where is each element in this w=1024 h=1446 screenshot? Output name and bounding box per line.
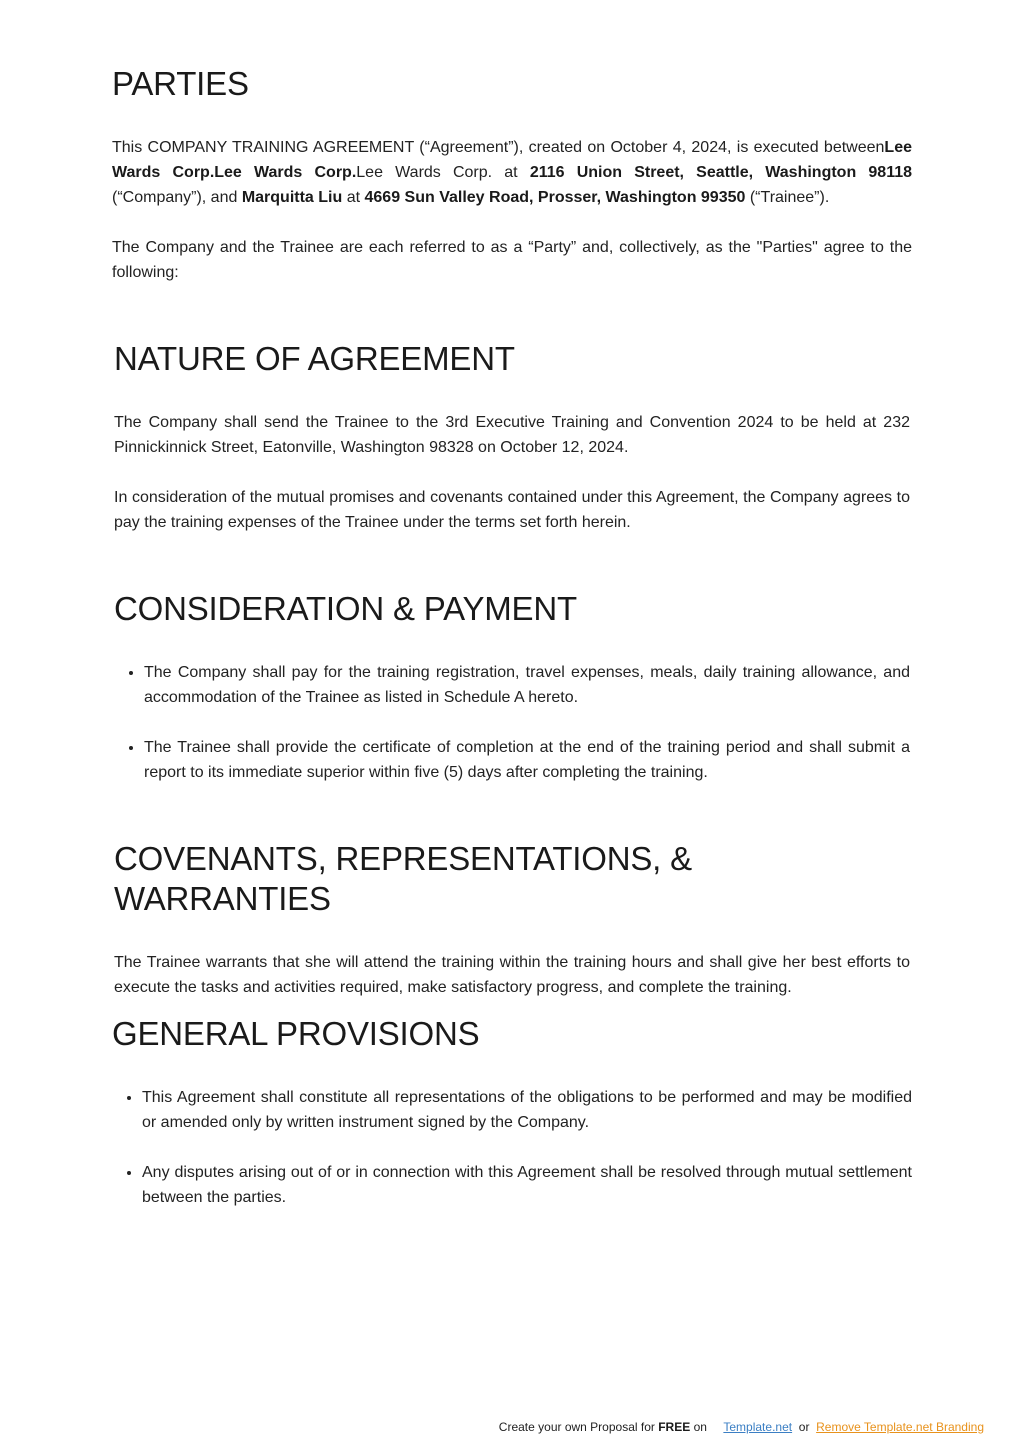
section-nature-of-agreement <box>114 339 910 535</box>
footer-branding <box>0 1418 984 1436</box>
list-item: • The Company shall pay for the training registration, travel expenses, meals, daily training allowance, and accommodation of the Trainee as listed in Schedule A hereto. <box>144 660 910 710</box>
section-parties <box>112 64 912 285</box>
nature-paragraph-2: In consideration of the mutual promises and covenants contained under this Agreement, the Company agrees to pay the training expenses of the Trainee under the terms set forth herein. <box>114 489 910 531</box>
nature-heading: NATURE OF AGREEMENT <box>114 340 515 377</box>
template-net-link[interactable]: Template.net <box>723 1420 793 1434</box>
company-address-bold: 2116 Union Street, Seattle, Washington 98118 <box>529 164 913 181</box>
text-run: at <box>342 189 365 206</box>
parties-paragraph-1 <box>112 135 912 210</box>
text-run: (“Company”), and <box>112 189 242 206</box>
covenants-heading: COVENANTS, REPRESENTATIONS, & WARRANTIES <box>114 840 692 917</box>
list-item: • The Trainee shall provide the certificate of completion at the end of the training period and shall submit a report to its immediate superior within five (5) days after completing the training. <box>144 735 910 785</box>
section-general-provisions <box>112 1014 912 1210</box>
nature-paragraph-1: The Company shall send the Trainee to the 3rd Executive Training and Convention 2024 to be held at 232 Pinnickinnick Street, Eatonville, Washington 98328 on October 12, 2024. <box>114 414 910 456</box>
general-heading: GENERAL PROVISIONS <box>112 1015 480 1052</box>
list-item: • Any disputes arising out of or in connection with this Agreement shall be resolved through mutual settlement between the parties. <box>142 1160 912 1210</box>
section-covenants <box>114 839 910 1000</box>
trainee-name-bold: Marquitta Liu <box>241 189 343 206</box>
footer-text-on: on <box>690 1420 707 1434</box>
general-list <box>112 1085 912 1210</box>
section-consideration-payment <box>114 589 910 785</box>
consideration-heading: CONSIDERATION & PAYMENT <box>114 590 577 627</box>
trainee-address-bold: 4669 Sun Valley Road, Prosser, Washington 99350 <box>364 189 746 206</box>
text-run: This COMPANY TRAINING AGREEMENT (“Agreement”), created on October 4, 2024, is executed between <box>112 139 885 156</box>
remove-branding-link[interactable]: Remove Template.net Branding <box>816 1420 984 1434</box>
footer-text: Create your own Proposal for <box>498 1420 659 1434</box>
parties-heading: PARTIES <box>112 65 249 102</box>
covenants-paragraph-1: The Trainee warrants that she will attend the training within the training hours and shall give her best efforts to execute the tasks and activities required, make satisfactory progress, and complete the training. <box>114 954 910 996</box>
parties-paragraph-2: The Company and the Trainee are each referred to as a “Party” and, collectively, as the "Parties" agree to the following: <box>112 239 912 281</box>
footer-or: or <box>798 1420 810 1434</box>
company-name-bold: Lee Wards Corp.Lee Wards Corp. <box>112 139 912 181</box>
consideration-list <box>114 660 910 785</box>
list-item: • This Agreement shall constitute all representations of the obligations to be performed and may be modified or amended only by written instrument signed by the Company. <box>142 1085 912 1135</box>
text-run: (“Trainee”). <box>745 189 830 206</box>
text-run: Lee Wards Corp. at <box>356 164 530 181</box>
footer-free: FREE <box>658 1420 691 1434</box>
